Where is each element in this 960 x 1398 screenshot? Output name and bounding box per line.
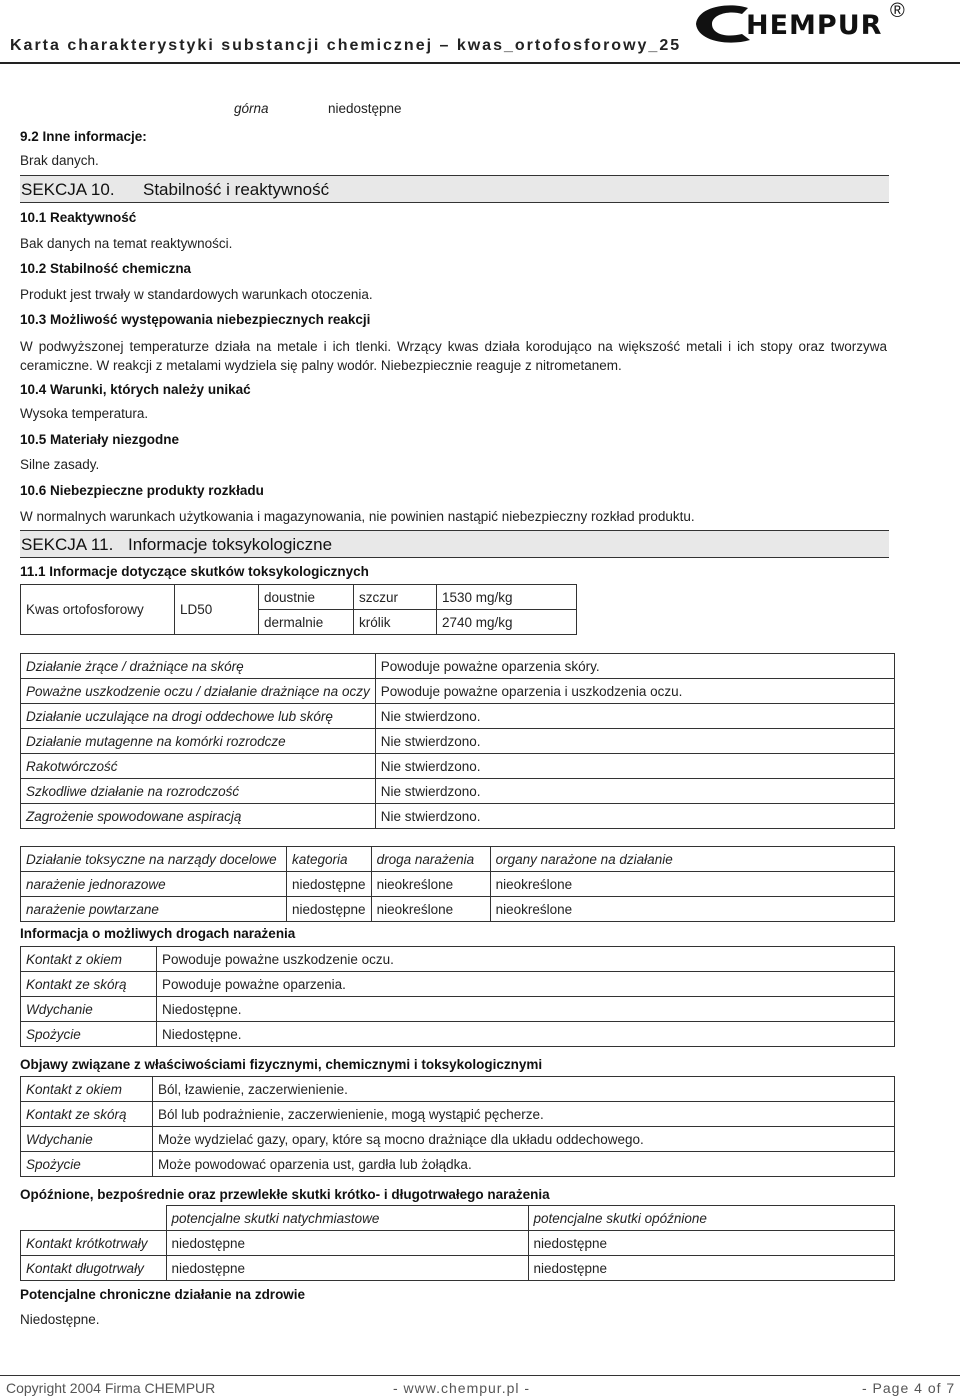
top-row-label: górna: [234, 101, 269, 116]
effect-name: Działanie żrące / drażniące na skórę: [21, 654, 376, 679]
stot-cell: niedostępne: [287, 897, 372, 922]
section-10-4-heading: 10.4 Warunki, których należy unikać: [20, 382, 251, 397]
stot-header: organy narażone na działanie: [490, 847, 894, 872]
footer-rule: [0, 1375, 960, 1376]
routes-table: [20, 946, 895, 1047]
table-header-row: [21, 1206, 895, 1231]
ld50-value: 2740 mg/kg: [437, 610, 577, 635]
ld50-value: 1530 mg/kg: [437, 585, 577, 610]
ld50-species: szczur: [354, 585, 437, 610]
stot-header: kategoria: [287, 847, 372, 872]
stot-cell: narażenie jednorazowe: [21, 872, 287, 897]
effect-result: Powoduje poważne oparzenia skóry.: [375, 654, 894, 679]
section-10-bar: [20, 175, 889, 203]
effect-name: Działanie mutagenne na komórki rozrodcze: [21, 729, 376, 754]
section-10-5-heading: 10.5 Materiały niezgodne: [20, 432, 180, 447]
effect-name: Zagrożenie spowodowane aspiracją: [21, 804, 376, 829]
top-row-value: niedostępne: [328, 101, 402, 116]
stot-cell: narażenie powtarzane: [21, 897, 287, 922]
section-9-2-text: Brak danych.: [20, 153, 99, 168]
symptom-route: Wdychanie: [21, 1127, 153, 1152]
table-row: [21, 1127, 895, 1152]
logo-wordmark: HEMPUR: [746, 10, 883, 41]
route-result: Powoduje poważne oparzenia.: [157, 972, 895, 997]
section-10-4-text: Wysoka temperatura.: [20, 406, 149, 421]
section-10-2-text: Produkt jest trwały w standardowych warunkach otoczenia.: [20, 287, 373, 302]
symptom-route: Kontakt ze skórą: [21, 1102, 153, 1127]
registered-mark: ®: [890, 0, 905, 22]
delayed-col-header: potencjalne skutki natychmiastowe: [166, 1206, 528, 1231]
stot-cell: nieokreślone: [371, 897, 490, 922]
section-10-6-heading: 10.6 Niebezpieczne produkty rozkładu: [20, 483, 264, 498]
section-11-1-heading: 11.1 Informacje dotyczące skutków toksykologicznych: [20, 564, 369, 579]
section-10-title: Stabilność i reaktywność: [143, 180, 330, 199]
symptom-text: Może powodować oparzenia ust, gardła lub żołądka.: [153, 1152, 895, 1177]
table-row: [21, 897, 895, 922]
ld50-substance: Kwas ortofosforowy: [21, 585, 175, 635]
table-row: [21, 1077, 895, 1102]
effect-result: Powoduje poważne oparzenia i uszkodzenia oczu.: [375, 679, 894, 704]
delayed-cell: niedostępne: [166, 1256, 528, 1281]
route-name: Spożycie: [21, 1022, 157, 1047]
section-9-2-heading: 9.2 Inne informacje:: [20, 129, 147, 144]
symptom-text: Ból lub podrażnienie, zaczerwienienie, mogą wystąpić pęcherze.: [153, 1102, 895, 1127]
table-row: [21, 1022, 895, 1047]
ld50-table: [20, 584, 577, 635]
delayed-heading: Opóźnione, bezpośrednie oraz przewlekłe skutki krótko- i długotrwałego narażenia: [20, 1187, 550, 1202]
section-10-3-heading: 10.3 Możliwość występowania niebezpiecznych reakcji: [20, 312, 371, 327]
table-header-row: [21, 847, 895, 872]
table-row: [21, 947, 895, 972]
effects-table: [20, 653, 895, 829]
symptoms-table: [20, 1076, 895, 1177]
delayed-cell: niedostępne: [528, 1256, 895, 1281]
symptom-route: Kontakt z okiem: [21, 1077, 153, 1102]
stot-cell: nieokreślone: [371, 872, 490, 897]
empty-cell: [21, 1206, 167, 1231]
stot-header: Działanie toksyczne na narządy docelowe: [21, 847, 287, 872]
effect-result: Nie stwierdzono.: [375, 729, 894, 754]
chronic-heading: Potencjalne chroniczne działanie na zdrowie: [20, 1287, 306, 1302]
table-row: [21, 654, 895, 679]
table-row: [21, 1152, 895, 1177]
table-row: [21, 754, 895, 779]
table-row: [21, 729, 895, 754]
footer-copyright: Copyright 2004 Firma CHEMPUR: [6, 1380, 216, 1396]
table-row: [21, 679, 895, 704]
effect-name: Szkodliwe działanie na rozrodczość: [21, 779, 376, 804]
ld50-measure: LD50: [175, 585, 259, 635]
delayed-row-label: Kontakt długotrwały: [21, 1256, 167, 1281]
table-row: [21, 1102, 895, 1127]
table-row: [21, 997, 895, 1022]
table-row: [21, 972, 895, 997]
effect-result: Nie stwierdzono.: [375, 754, 894, 779]
section-11-number: SEKCJA 11.: [21, 535, 114, 554]
route-name: Wdychanie: [21, 997, 157, 1022]
table-row: [21, 1256, 895, 1281]
stot-cell: nieokreślone: [490, 872, 894, 897]
stot-header: droga narażenia: [371, 847, 490, 872]
section-10-6-text: W normalnych warunkach użytkowania i magazynowania, nie powinien nastąpić niebezpieczny rozkład produktu.: [20, 509, 695, 524]
delayed-col-header: potencjalne skutki opóźnione: [528, 1206, 895, 1231]
route-name: Kontakt ze skórą: [21, 972, 157, 997]
effect-name: Rakotwórczość: [21, 754, 376, 779]
effect-name: Działanie uczulające na drogi oddechowe lub skórę: [21, 704, 376, 729]
stot-cell: niedostępne: [287, 872, 372, 897]
effect-result: Nie stwierdzono.: [375, 804, 894, 829]
delayed-cell: niedostępne: [528, 1231, 895, 1256]
route-result: Niedostępne.: [157, 1022, 895, 1047]
routes-heading: Informacja o możliwych drogach narażenia: [20, 926, 296, 941]
route-result: Powoduje poważne uszkodzenie oczu.: [157, 947, 895, 972]
symptom-route: Spożycie: [21, 1152, 153, 1177]
section-10-5-text: Silne zasady.: [20, 457, 100, 472]
stot-table: [20, 846, 895, 922]
footer-url[interactable]: - www.chempur.pl -: [393, 1380, 531, 1396]
section-11-bar: [20, 530, 889, 558]
table-row: [21, 704, 895, 729]
ld50-species: królik: [354, 610, 437, 635]
section-10-1-text: Bak danych na temat reaktywności.: [20, 236, 233, 251]
section-10-3-text: W podwyższonej temperaturze działa na metale i ich tlenki. Wrzący kwas działa korodująco na większość metali i ich stopy oraz tworzywa ceramiczne. W reakcji z metalami wydziela się palny wodór. Niebezpiecznie reaguje z nitrometanem.: [20, 339, 887, 373]
section-10-2-heading: 10.2 Stabilność chemiczna: [20, 261, 192, 276]
ld50-route: doustnie: [259, 585, 354, 610]
chronic-text: Niedostępne.: [20, 1312, 100, 1327]
section-11-title: Informacje toksykologiczne: [128, 535, 333, 554]
document-title: Karta charakterystyki substancji chemicznej – kwas_ortofosforowy_25: [10, 37, 682, 54]
effect-result: Nie stwierdzono.: [375, 704, 894, 729]
delayed-row-label: Kontakt krótkotrwały: [21, 1231, 167, 1256]
route-result: Niedostępne.: [157, 997, 895, 1022]
table-row: [21, 1231, 895, 1256]
symptom-text: Ból, łzawienie, zaczerwienienie.: [153, 1077, 895, 1102]
stot-cell: nieokreślone: [490, 897, 894, 922]
header-rule: [0, 62, 960, 64]
effect-result: Nie stwierdzono.: [375, 779, 894, 804]
effect-name: Poważne uszkodzenie oczu / działanie drażniące na oczy: [21, 679, 376, 704]
symptoms-heading: Objawy związane z właściwościami fizycznymi, chemicznymi i toksykologicznymi: [20, 1057, 543, 1072]
table-row: [21, 804, 895, 829]
section-10-1-heading: 10.1 Reaktywność: [20, 210, 137, 225]
delayed-cell: niedostępne: [166, 1231, 528, 1256]
symptom-text: Może wydzielać gazy, opary, które są mocno drażniące dla układu oddechowego.: [153, 1127, 895, 1152]
table-row: [21, 872, 895, 897]
delayed-table: [20, 1205, 895, 1281]
footer-page-number: - Page 4 of 7: [862, 1380, 956, 1396]
table-row: [21, 779, 895, 804]
section-10-number: SEKCJA 10.: [21, 180, 115, 199]
ld50-route: dermalnie: [259, 610, 354, 635]
route-name: Kontakt z okiem: [21, 947, 157, 972]
